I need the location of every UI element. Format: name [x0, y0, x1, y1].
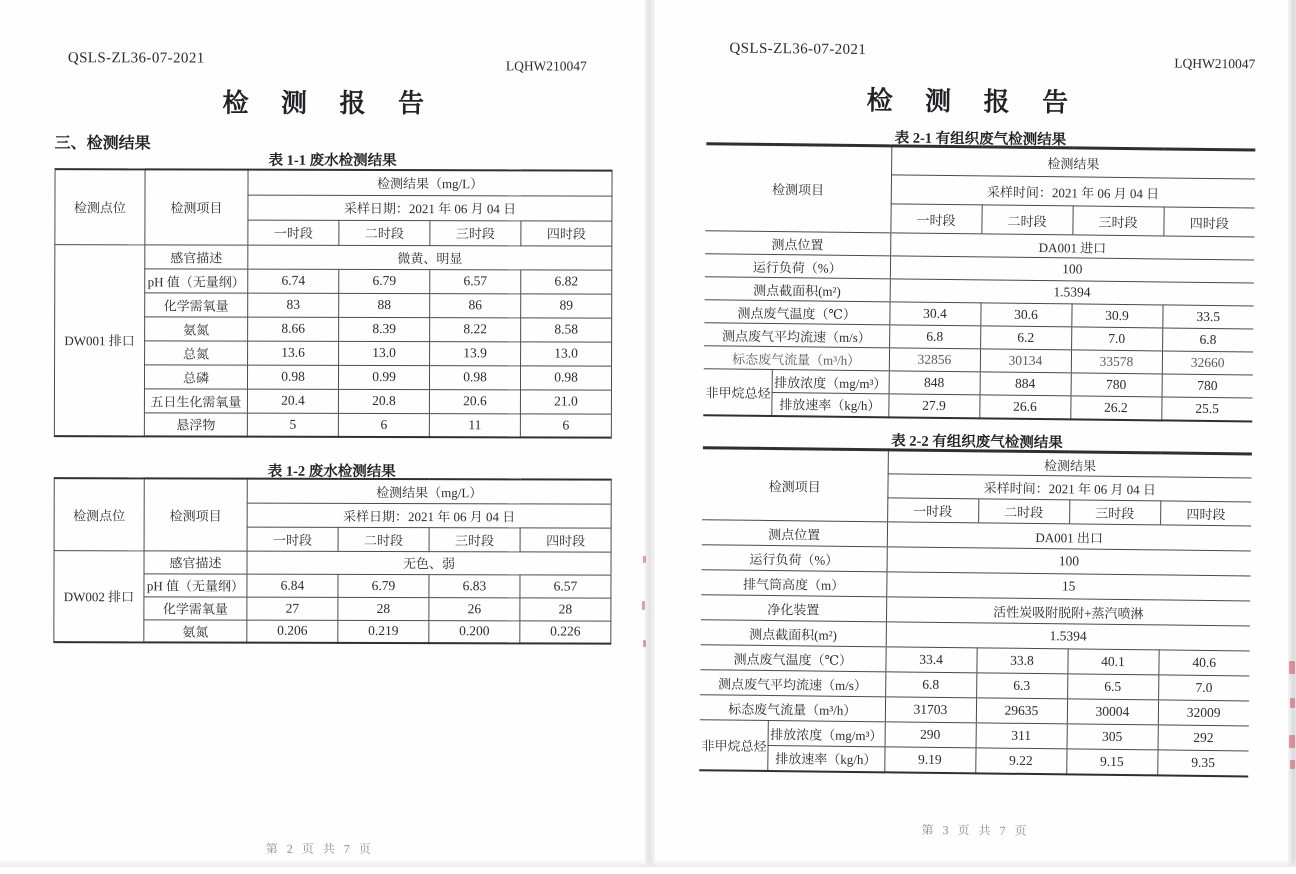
col-header-item: 检测项目 — [702, 448, 888, 522]
period-header: 二时段 — [339, 220, 430, 245]
result-cell: 9.15 — [1066, 749, 1157, 775]
red-stamp-mark — [1290, 698, 1295, 708]
result-cell: 31703 — [885, 697, 976, 723]
page-number-footer: 第 3 页 共 7 页 — [921, 822, 1030, 838]
result-cell: 6.74 — [248, 269, 339, 293]
result-cell: 6.79 — [338, 574, 429, 597]
item-label: 总磷 — [144, 364, 247, 388]
item-label: pH 值（无量纲） — [145, 268, 248, 292]
report-number: LQHW210047 — [1174, 55, 1256, 72]
result-cell: 33.5 — [1162, 305, 1253, 329]
item-label: 感官描述 — [145, 244, 248, 268]
group-label: 非甲烷总烃 — [699, 720, 768, 771]
item-label: 测点位置 — [702, 520, 887, 547]
result-cell: DA001 出口 — [887, 522, 1251, 551]
result-cell: 无色、弱 — [247, 551, 611, 575]
result-cell: 0.206 — [247, 620, 338, 643]
result-cell: 6.2 — [980, 326, 1071, 350]
section-heading: 三、检测结果 — [54, 135, 151, 153]
result-cell: 6.3 — [976, 673, 1067, 699]
result-cell: 6.79 — [339, 269, 430, 293]
table-1-1-caption: 表 1-1 废水检测结果 — [268, 152, 397, 170]
result-cell: 微黄、明显 — [248, 245, 612, 270]
item-label: 标态废气流量（m³/h） — [700, 695, 885, 722]
period-header: 三时段 — [1072, 206, 1163, 236]
page-title: 检 测 报 告 — [222, 88, 438, 119]
result-cell: 13.0 — [339, 341, 430, 365]
table-row — [699, 745, 1248, 776]
result-cell: 0.98 — [520, 365, 611, 389]
page-title: 检 测 报 告 — [866, 86, 1082, 118]
result-cell: 0.98 — [429, 365, 520, 389]
period-header: 三时段 — [1069, 500, 1160, 525]
result-cell: 780 — [1162, 374, 1253, 398]
item-label: 测点废气平均流速（m/s） — [700, 670, 885, 697]
result-cell: 33578 — [1071, 350, 1162, 374]
result-cell: 83 — [248, 293, 339, 317]
period-header: 四时段 — [1163, 207, 1254, 237]
item-label: 测点废气温度（℃） — [704, 300, 889, 325]
item-label: 运行负荷（%） — [702, 545, 887, 572]
result-cell: DA001 进口 — [890, 233, 1254, 260]
item-label: 测点废气温度（℃） — [700, 645, 885, 672]
wastewater-table-1-1 — [54, 168, 613, 438]
col-header-point: 检测点位 — [55, 169, 145, 244]
result-cell: 33.4 — [885, 647, 976, 673]
table-row — [55, 244, 612, 269]
result-cell: 0.99 — [338, 365, 429, 389]
period-header: 四时段 — [521, 220, 612, 245]
result-cell: 6.57 — [520, 574, 611, 597]
result-cell: 7.0 — [1158, 675, 1249, 701]
result-cell: 30.9 — [1071, 304, 1162, 328]
result-cell: 29635 — [976, 698, 1067, 724]
result-cell: 32009 — [1158, 700, 1249, 726]
gas-table-2-2 — [699, 446, 1252, 777]
result-cell: 89 — [521, 293, 612, 317]
result-cell: 8.39 — [339, 317, 430, 341]
result-cell: 6.8 — [889, 325, 980, 349]
result-cell: 20.4 — [247, 389, 338, 413]
item-label: 测点截面积(m²) — [701, 620, 886, 647]
item-label: 测点位置 — [705, 231, 890, 256]
result-cell: 100 — [887, 547, 1251, 576]
item-label: 标态废气流量（m³/h） — [704, 346, 889, 371]
result-cell: 6.84 — [247, 574, 338, 597]
col-header-item: 检测项目 — [144, 478, 247, 550]
sample-date-header: 采样日期：2021 年 06 月 04 日 — [248, 195, 612, 221]
result-cell: 21.0 — [520, 389, 611, 413]
result-cell: 884 — [980, 372, 1071, 396]
result-cell: 100 — [890, 256, 1254, 283]
result-cell: 28 — [338, 597, 429, 620]
col-header-point: 检测点位 — [54, 478, 144, 550]
item-label: 测点截面积(m²) — [705, 277, 890, 302]
period-header: 二时段 — [981, 205, 1072, 235]
result-cell: 311 — [976, 723, 1067, 749]
result-cell: 5 — [247, 413, 338, 437]
red-stamp-mark — [643, 640, 646, 647]
result-cell: 32660 — [1162, 351, 1253, 375]
item-label: 排放浓度（mg/m³） — [772, 370, 889, 394]
item-label: 氨氮 — [145, 316, 248, 340]
scan-edge-bottom — [0, 859, 1296, 867]
result-cell: 6.5 — [1067, 674, 1158, 700]
page-gap — [645, 0, 655, 867]
result-cell: 30.6 — [980, 303, 1071, 327]
report-page-3 — [645, 0, 1296, 874]
result-cell: 9.35 — [1157, 750, 1248, 776]
result-cell: 1.5394 — [890, 279, 1254, 306]
period-header: 三时段 — [429, 527, 520, 551]
result-cell: 9.22 — [975, 748, 1066, 774]
result-cell: 28 — [520, 597, 611, 620]
red-stamp-mark — [643, 556, 646, 563]
result-cell: 290 — [885, 722, 976, 748]
result-cell: 0.200 — [429, 620, 520, 643]
result-cell: 6.8 — [885, 672, 976, 698]
item-label: 氨氮 — [144, 619, 247, 642]
sampling-point: DW001 排口 — [54, 244, 145, 436]
table-row — [703, 392, 1252, 421]
result-cell: 780 — [1071, 373, 1162, 397]
result-cell: 0.98 — [247, 365, 338, 389]
result-cell: 活性炭吸附脱附+蒸汽喷淋 — [886, 597, 1250, 626]
result-header: 检测结果 — [888, 450, 1252, 478]
result-cell: 6.82 — [521, 269, 612, 293]
result-cell: 0.219 — [338, 620, 429, 643]
item-label: 五日生化需氧量 — [144, 388, 247, 412]
red-stamp-mark — [1289, 735, 1295, 748]
item-label: 测点废气平均流速（m/s） — [704, 323, 889, 348]
result-cell: 26 — [429, 597, 520, 620]
sample-time-header: 采样时间：2021 年 06 月 04 日 — [887, 474, 1251, 502]
item-label: 感官描述 — [144, 550, 247, 573]
item-label: 化学需氧量 — [144, 596, 247, 619]
result-cell: 20.6 — [429, 389, 520, 413]
result-cell: 6 — [520, 413, 611, 437]
result-cell: 30.4 — [889, 302, 980, 326]
period-header: 一时段 — [248, 220, 339, 245]
result-cell: 32856 — [889, 348, 980, 372]
period-header: 二时段 — [978, 499, 1069, 524]
result-cell: 88 — [339, 293, 430, 317]
group-label: 非甲烷总烃 — [703, 369, 772, 416]
document-code: QSLS-ZL36-07-2021 — [729, 40, 867, 59]
period-header: 一时段 — [890, 204, 981, 234]
sample-date-header: 采样日期：2021 年 06 月 04 日 — [247, 503, 611, 528]
red-stamp-mark — [642, 601, 645, 610]
result-cell: 13.0 — [521, 341, 612, 365]
period-header: 四时段 — [1160, 501, 1251, 526]
item-label: 排放速率（kg/h） — [767, 745, 884, 771]
result-cell: 11 — [429, 413, 520, 437]
table-2-1-caption: 表 2-1 有组织废气检测结果 — [894, 130, 1067, 149]
page-number-footer: 第 2 页 共 7 页 — [265, 841, 374, 856]
result-cell: 27 — [247, 597, 338, 620]
period-header: 三时段 — [430, 220, 521, 245]
table-1-2-caption: 表 1-2 废水检测结果 — [267, 463, 396, 481]
item-label: 总氮 — [145, 340, 248, 364]
result-cell: 13.6 — [248, 341, 339, 365]
result-cell: 8.58 — [521, 317, 612, 341]
result-cell: 0.226 — [520, 620, 611, 643]
result-cell: 86 — [430, 293, 521, 317]
result-cell: 30004 — [1067, 699, 1158, 725]
result-cell: 26.6 — [979, 395, 1070, 419]
gas-table-2-1 — [703, 142, 1255, 422]
period-header: 一时段 — [887, 498, 978, 523]
result-cell: 305 — [1067, 724, 1158, 750]
result-cell: 15 — [886, 572, 1250, 601]
result-cell: 40.6 — [1158, 650, 1249, 676]
result-cell: 33.8 — [976, 648, 1067, 674]
result-cell: 1.5394 — [886, 622, 1250, 651]
item-label: 净化装置 — [701, 595, 886, 622]
result-cell: 30134 — [980, 349, 1071, 373]
result-cell: 848 — [889, 371, 980, 395]
item-label: 化学需氧量 — [145, 292, 248, 316]
result-cell: 8.66 — [248, 317, 339, 341]
report-number: LQHW210047 — [505, 58, 587, 74]
period-header: 一时段 — [247, 527, 338, 551]
result-cell: 27.9 — [888, 394, 979, 418]
document-code: QSLS-ZL36-07-2021 — [67, 50, 205, 67]
result-cell: 6.57 — [430, 269, 521, 293]
result-cell: 292 — [1158, 725, 1249, 751]
result-cell: 13.9 — [430, 341, 521, 365]
result-cell: 8.22 — [430, 317, 521, 341]
item-label: 运行负荷（%） — [705, 254, 890, 279]
red-stamp-mark — [1289, 661, 1295, 674]
sampling-point: DW002 排口 — [54, 550, 144, 642]
item-label: 排气筒高度（m） — [701, 570, 886, 597]
result-cell: 26.2 — [1070, 396, 1161, 420]
result-cell: 40.1 — [1067, 649, 1158, 675]
col-header-item: 检测项目 — [145, 169, 248, 244]
result-cell: 6.83 — [429, 574, 520, 597]
item-label: 排放浓度（mg/m³） — [768, 720, 885, 746]
table-row — [54, 550, 611, 574]
period-header: 二时段 — [338, 527, 429, 551]
result-header: 检测结果 — [891, 146, 1255, 179]
result-cell: 6.8 — [1162, 328, 1253, 352]
item-label: pH 值（无量纲） — [144, 573, 247, 596]
result-unit-header: 检测结果（mg/L） — [248, 170, 612, 196]
item-label: 排放速率（kg/h） — [771, 393, 888, 417]
result-cell: 20.8 — [338, 389, 429, 413]
result-unit-header: 检测结果（mg/L） — [247, 479, 611, 504]
col-header-item: 检测项目 — [705, 144, 891, 233]
result-cell: 7.0 — [1071, 327, 1162, 351]
sample-time-header: 采样时间：2021 年 06 月 04 日 — [891, 175, 1255, 208]
table-2-2-caption: 表 2-2 有组织废气检测结果 — [891, 433, 1063, 452]
red-stamp-mark — [1290, 760, 1295, 769]
result-cell: 25.5 — [1161, 397, 1252, 421]
period-header: 四时段 — [520, 527, 611, 551]
result-cell: 9.19 — [884, 747, 975, 773]
result-cell: 6 — [338, 413, 429, 437]
wastewater-table-1-2 — [53, 477, 611, 644]
report-page-2 — [0, 0, 648, 869]
item-label: 悬浮物 — [144, 412, 247, 436]
